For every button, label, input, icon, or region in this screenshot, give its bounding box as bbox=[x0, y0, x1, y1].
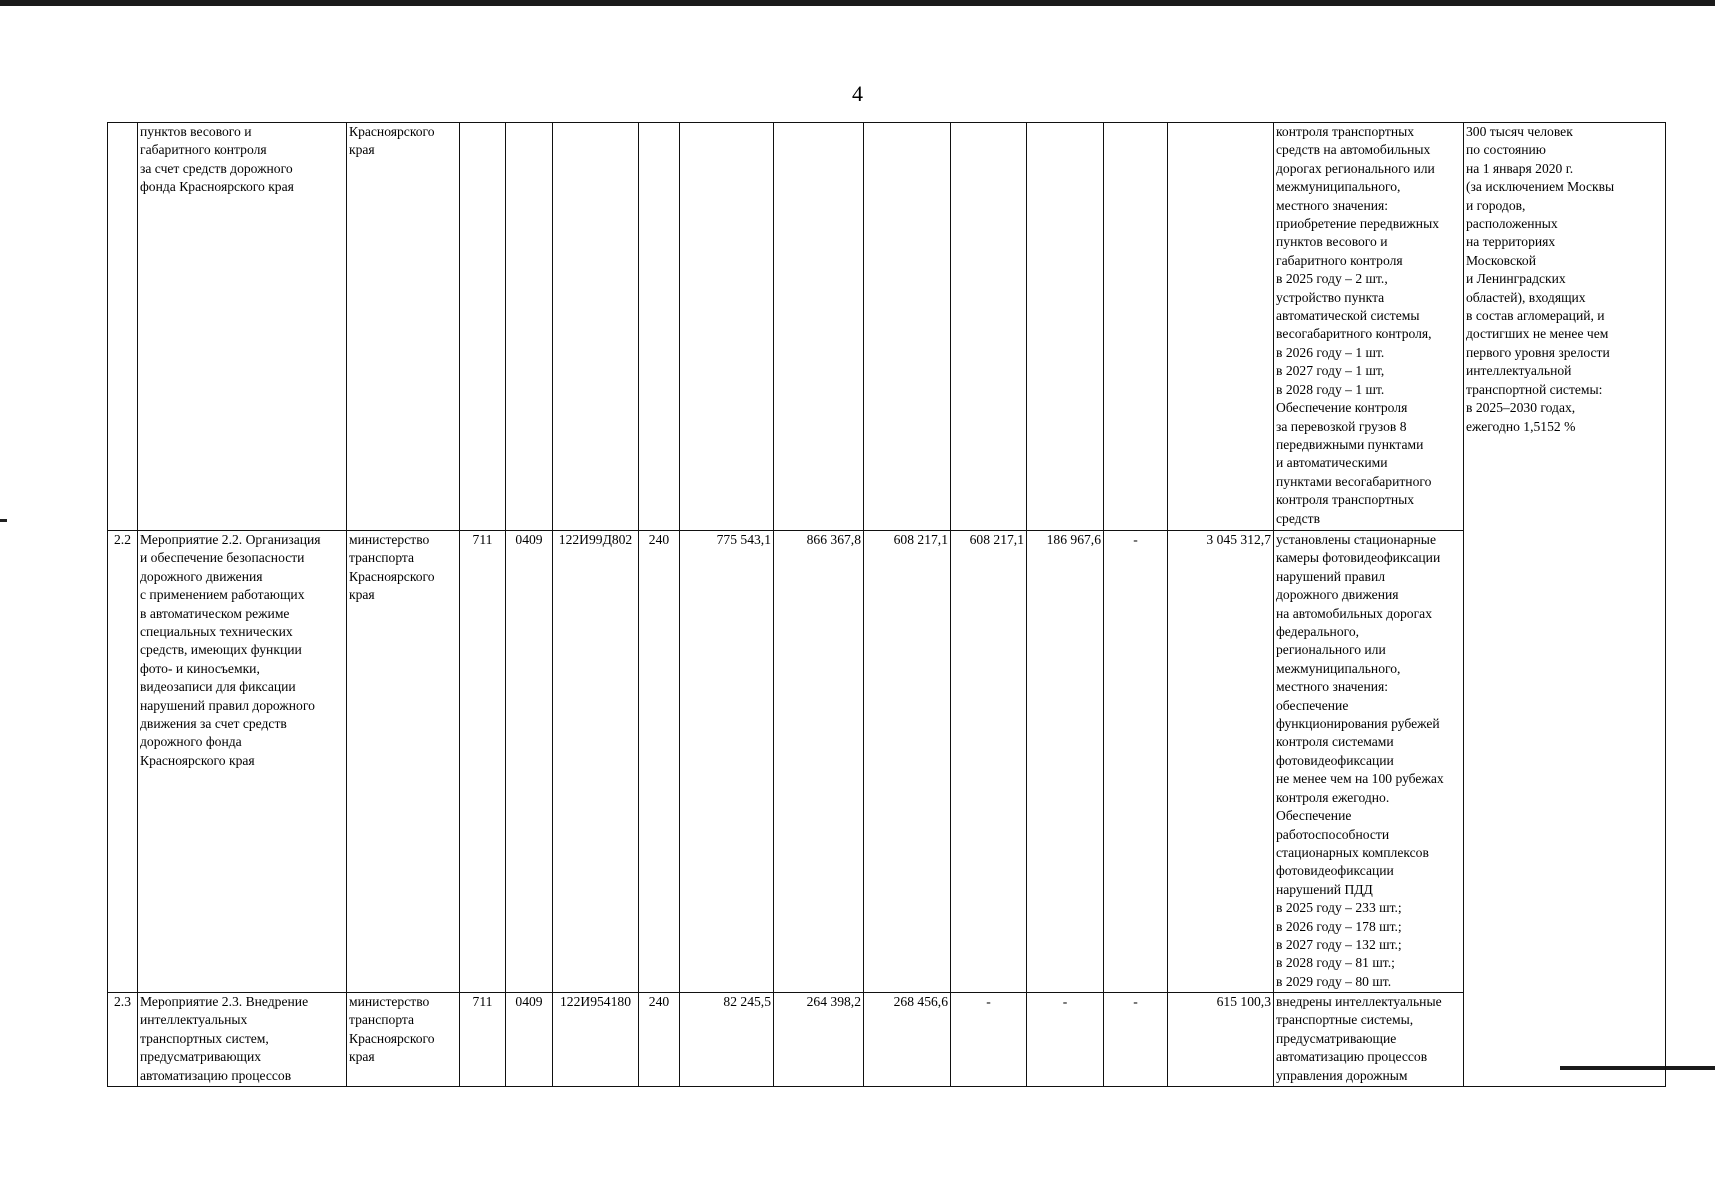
amount-2028: 608 217,1 bbox=[951, 531, 1027, 993]
rzpr-code bbox=[506, 123, 553, 531]
csr-code: 122И954180 bbox=[553, 993, 639, 1087]
amount-2028: - bbox=[951, 993, 1027, 1087]
activity-name: Мероприятие 2.2. Организация и обеспечение безопасности дорожного движения с применением работающих в автоматическом режиме специальных технических средств, имеющих функции фото- и киносъемки, видеозаписи для фиксации нарушений правил дорожного движения за счет средств дорожного фонда Красноярского края bbox=[138, 531, 347, 993]
rzpr-code: 0409 bbox=[506, 993, 553, 1087]
amount-total bbox=[1168, 123, 1274, 531]
expected-result: контроля транспортных средств на автомобильных дорогах регионального или межмуниципального, местного значения: приобретение передвижных пунктов весового и габаритного контроля в 2025 году – 2 шт., устройство пункта автоматической системы весогабаритного контроля, в 2026 году – 1 шт. в 2027 году – 1 шт, в 2028 году – 1 шт. Обеспечение контроля за перевозкой грузов 8 передвижными пунктами и автоматическими пунктами весогабаритного контроля транспортных средств bbox=[1274, 123, 1464, 531]
table-row bbox=[108, 123, 1666, 531]
executor: Красноярского края bbox=[347, 123, 460, 531]
amount-2026: 264 398,2 bbox=[774, 993, 864, 1087]
activity-name: Мероприятие 2.3. Внедрение интеллектуальных транспортных систем, предусматривающих автоматизацию процессов bbox=[138, 993, 347, 1087]
amount-2026 bbox=[774, 123, 864, 531]
csr-code bbox=[553, 123, 639, 531]
table-row bbox=[108, 993, 1666, 1087]
grbs-code bbox=[460, 123, 506, 531]
amount-2025: 82 245,5 bbox=[680, 993, 774, 1087]
amount-2029: - bbox=[1027, 993, 1104, 1087]
target-indicator: 300 тысяч человек по состоянию на 1 января 2020 г. (за исключением Москвы и городов, расположенных на территориях Московской и Ленинградских областей), входящих в состав агломераций, и достигших не менее чем первого уровня зрелости интеллектуальной транспортной системы: в 2025–2030 годах, ежегодно 1,5152 % bbox=[1464, 123, 1666, 1087]
amount-2025 bbox=[680, 123, 774, 531]
amount-2029 bbox=[1027, 123, 1104, 531]
amount-2026: 866 367,8 bbox=[774, 531, 864, 993]
amount-2029: 186 967,6 bbox=[1027, 531, 1104, 993]
csr-code: 122И99Д802 bbox=[553, 531, 639, 993]
amount-2025: 775 543,1 bbox=[680, 531, 774, 993]
scan-mark bbox=[0, 519, 7, 522]
page-number: 4 bbox=[852, 81, 863, 106]
vr-code bbox=[639, 123, 680, 531]
amount-2030: - bbox=[1104, 531, 1168, 993]
rzpr-code: 0409 bbox=[506, 531, 553, 993]
expected-result: внедрены интеллектуальные транспортные системы, предусматривающие автоматизацию процессов управления дорожным bbox=[1274, 993, 1464, 1087]
expected-result: установлены стационарные камеры фотовидеофиксации нарушений правил дорожного движения на автомобильных дорогах федерального, регионального или межмуниципального, местного значения: обеспечение функционирования рубежей контроля системами фотовидеофиксации не менее чем на 100 рубежах контроля ежегодно. Обеспечение работоспособности стационарных комплексов фотовидеофиксации нарушений ПДД в 2025 году – 233 шт.; в 2026 году – 178 шт.; в 2027 году – 132 шт.; в 2028 году – 81 шт.; в 2029 году – 80 шт. bbox=[1274, 531, 1464, 993]
program-activities-table bbox=[107, 122, 1666, 1087]
vr-code: 240 bbox=[639, 993, 680, 1087]
grbs-code: 711 bbox=[460, 993, 506, 1087]
executor: министерство транспорта Красноярского края bbox=[347, 993, 460, 1087]
row-number bbox=[108, 123, 138, 531]
amount-total: 615 100,3 bbox=[1168, 993, 1274, 1087]
grbs-code: 711 bbox=[460, 531, 506, 993]
row-number: 2.2 bbox=[108, 531, 138, 993]
activity-name: пунктов весового и габаритного контроля за счет средств дорожного фонда Красноярского края bbox=[138, 123, 347, 531]
amount-2027 bbox=[864, 123, 951, 531]
amount-2028 bbox=[951, 123, 1027, 531]
vr-code: 240 bbox=[639, 531, 680, 993]
table-row bbox=[108, 531, 1666, 993]
executor: министерство транспорта Красноярского края bbox=[347, 531, 460, 993]
amount-2030: - bbox=[1104, 993, 1168, 1087]
amount-2027: 268 456,6 bbox=[864, 993, 951, 1087]
amount-2030 bbox=[1104, 123, 1168, 531]
amount-total: 3 045 312,7 bbox=[1168, 531, 1274, 993]
amount-2027: 608 217,1 bbox=[864, 531, 951, 993]
row-number: 2.3 bbox=[108, 993, 138, 1087]
scan-border-top bbox=[0, 0, 1715, 6]
